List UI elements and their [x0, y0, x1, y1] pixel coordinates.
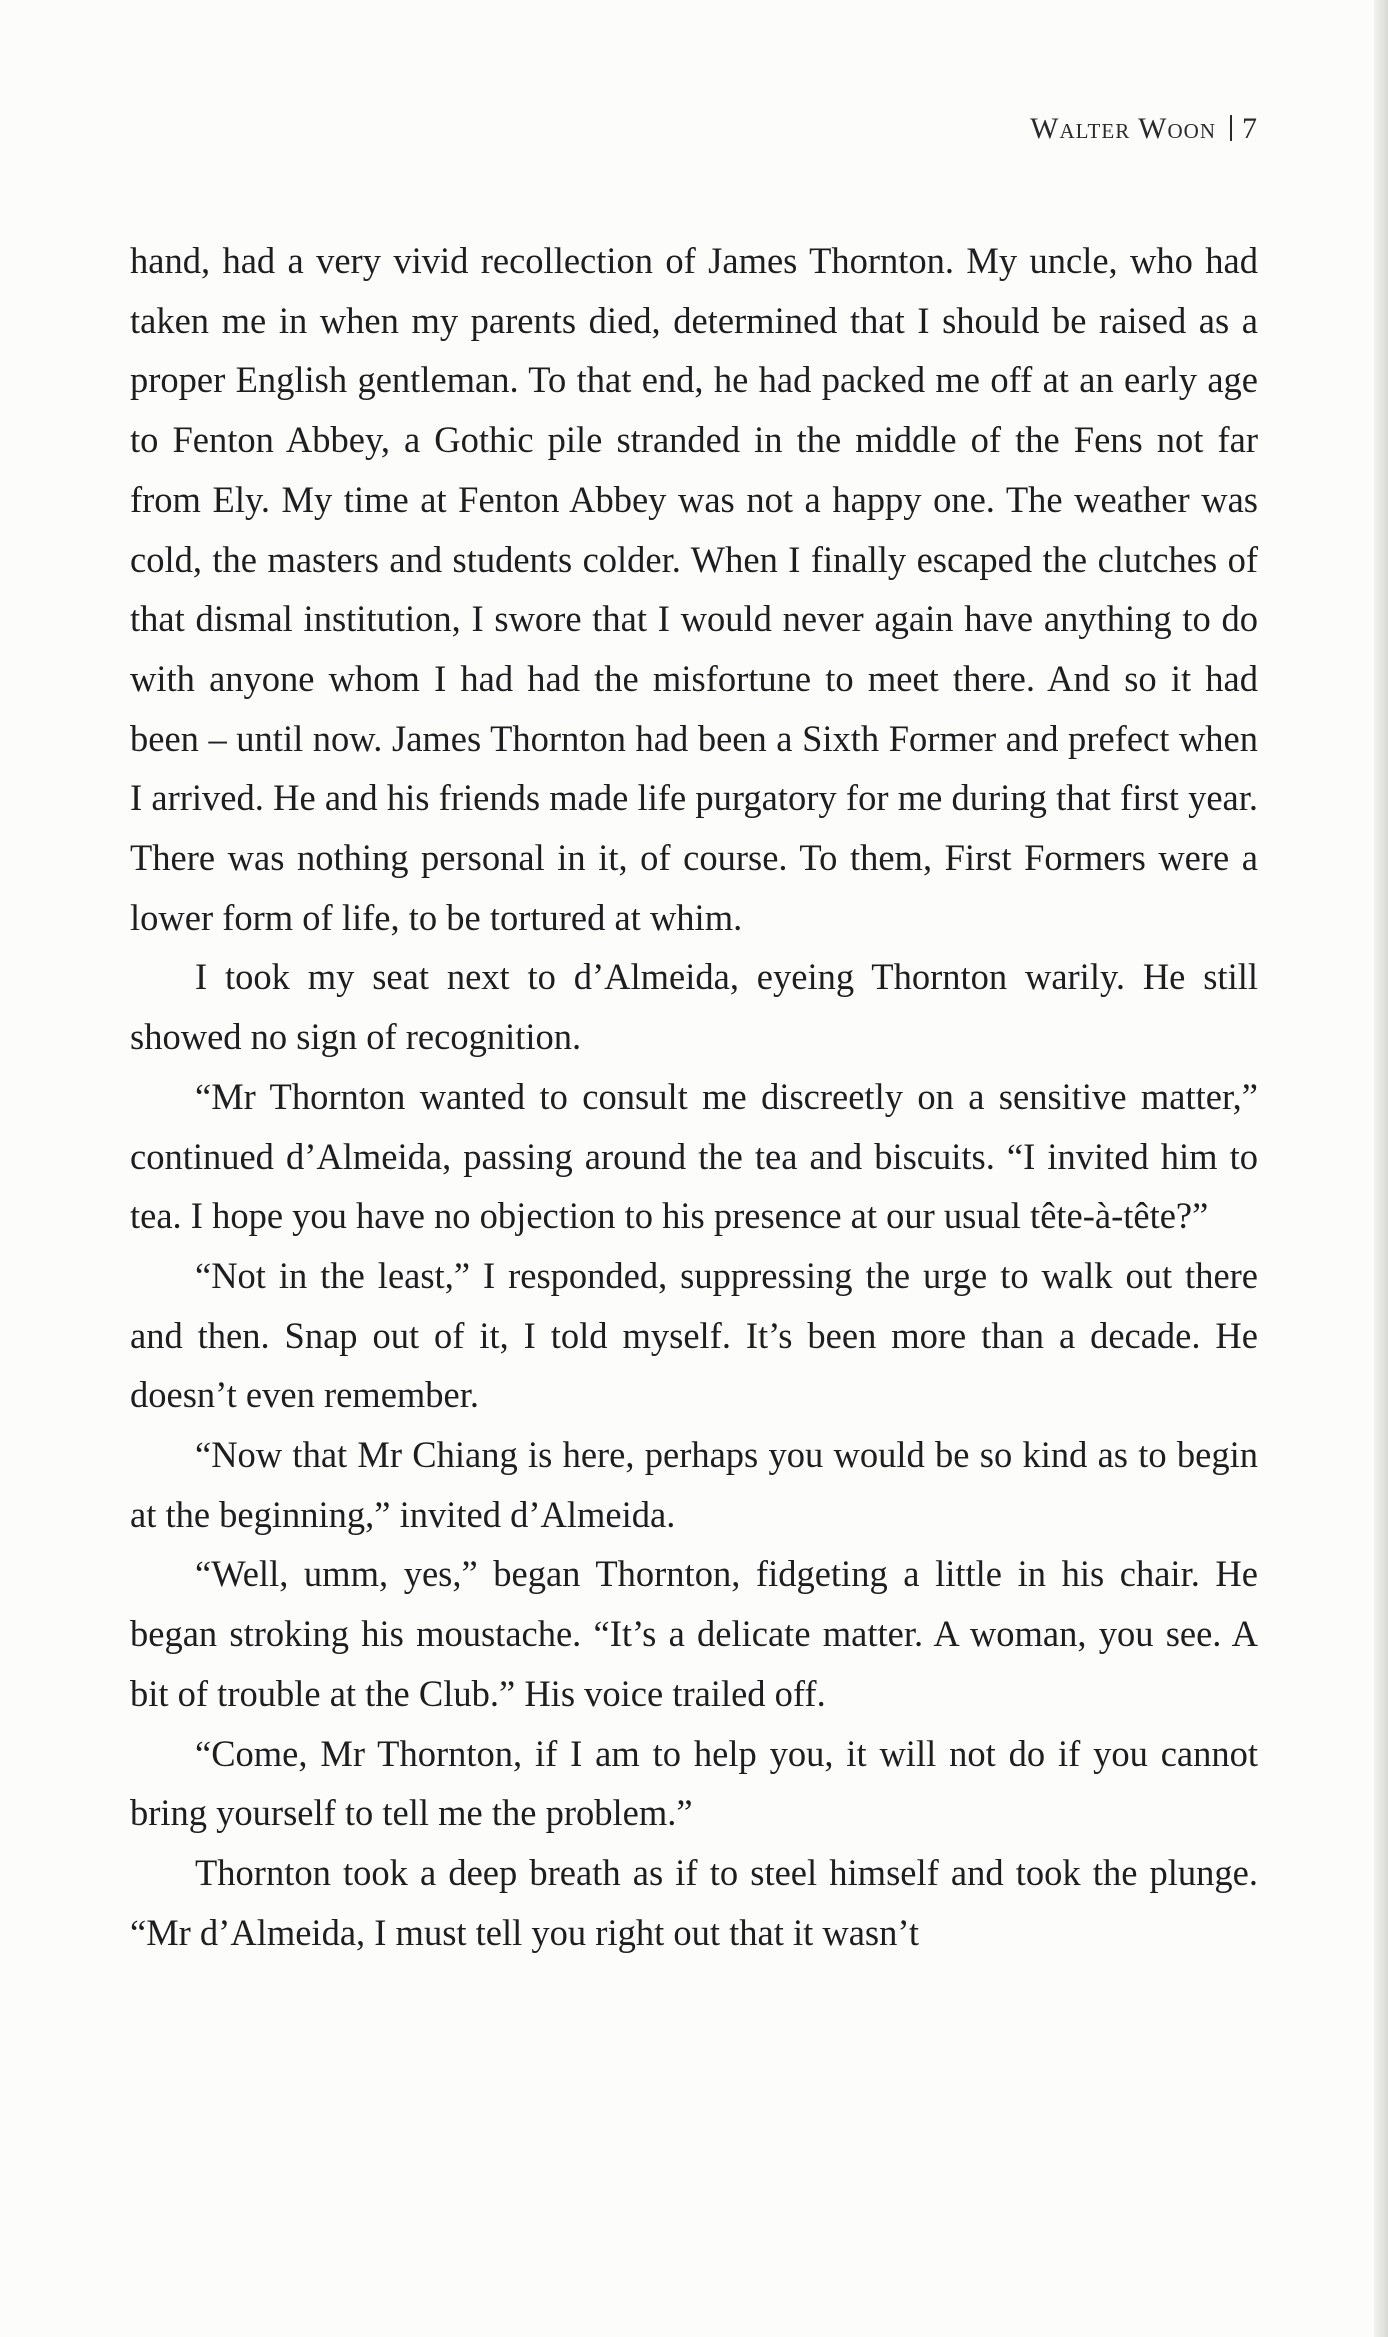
header-separator: [1230, 115, 1232, 141]
paragraph: Thornton took a deep breath as if to steel himself and took the plunge. “Mr d’Almeida, I must tell you right out that it wasn’t: [130, 1851, 1258, 1953]
paragraph: I took my seat next to d’Almeida, eyeing Thornton warily. He still showed no sign of recognition.: [130, 956, 1258, 1058]
paragraph: “Mr Thornton wanted to consult me discreetly on a sensitive matter,” continued d’Almeida, passing around the tea and biscuits. “I invited him to tea. I hope you have no objection to his presence at our usual tête-à-tête?”: [130, 1075, 1258, 1237]
body-text: [130, 231, 1258, 1962]
paragraph: “Not in the least,” I responded, suppressing the urge to walk out there and then. Snap out of it, I told myself. It’s been more than a decade. He doesn’t even remember.: [130, 1254, 1258, 1416]
paragraph: “Well, umm, yes,” began Thornton, fidgeting a little in his chair. He began stroking his moustache. “It’s a delicate matter. A woman, you see. A bit of trouble at the Club.” His voice trailed off.: [130, 1553, 1258, 1714]
page-number: 7: [1242, 112, 1258, 145]
paragraph: “Come, Mr Thornton, if I am to help you, it will not do if you cannot bring yourself to tell me the problem.”: [130, 1732, 1258, 1834]
running-head: [1030, 112, 1258, 146]
paragraph: “Now that Mr Chiang is here, perhaps you would be so kind as to begin at the beginning,” invited d’Almeida.: [130, 1434, 1258, 1535]
page-edge: [1374, 0, 1388, 2337]
paragraph: hand, had a very vivid recollection of James Thornton. My uncle, who had taken me in when my parents died, determined that I should be raised as a proper English gentleman. To that end, he had packed me off at an early age to Fenton Abbey, a Gothic pile stranded in the middle of the Fens not far from Ely. My time at Fenton Abbey was not a happy one. The weather was cold, the masters and students colder. When I finally escaped the clutches of that dismal institution, I swore that I would never again have anything to do with anyone whom I had had the misfortune to meet there. And so it had been – until now. James Thornton had been a Sixth Former and prefect when I arrived. He and his friends made life purgatory for me during that first year. There was nothing personal in it, of course. To them, First Formers were a lower form of life, to be tortured at whim.: [130, 240, 1258, 938]
running-title: Walter Woon: [1030, 112, 1216, 145]
